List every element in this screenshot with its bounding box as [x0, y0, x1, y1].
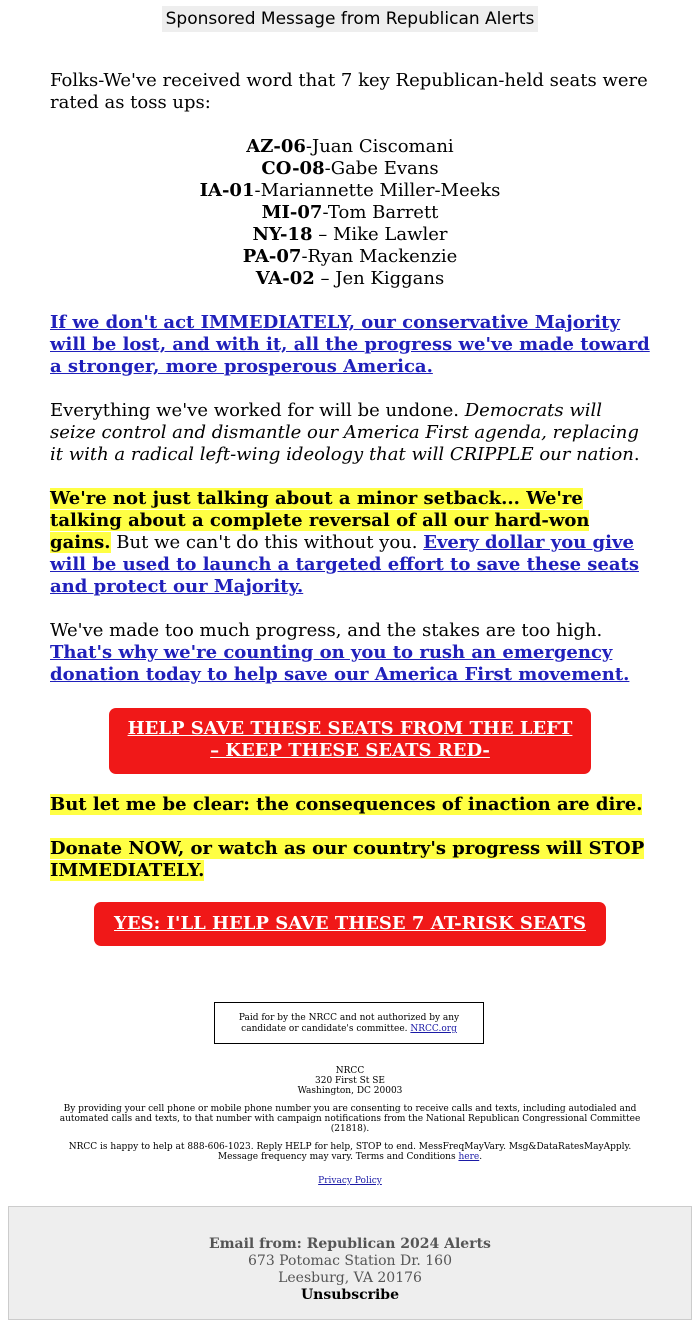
terms-here-link[interactable]: here	[458, 1152, 480, 1162]
consequences-paragraph: But let me be clear: the consequences of inaction are dire.	[50, 794, 643, 815]
legal-footer	[50, 1066, 650, 1194]
seat-item: VA-02 – Jen Kiggans	[255, 268, 445, 289]
privacy-policy-link[interactable]: Privacy Policy	[318, 1176, 382, 1186]
help-text: NRCC is happy to help at 888-606-1023. Reply HELP for help, STOP to end. MessFreqMayVary. Msg&DataRatesMayApply. Message frequency may vary. Terms and Conditions here.	[68, 1142, 632, 1162]
setback-paragraph: We're not just talking about a minor setback... We're talking about a complete reversal of all our hard-won gains. But we can't do this without you. Every dollar you give will be used to launch a targeted effort to save these seats and protect our Majority.	[50, 488, 639, 597]
sender-city: Leesburg, VA 20176	[278, 1270, 422, 1286]
unsubscribe-link[interactable]: Unsubscribe	[300, 1287, 400, 1303]
emergency-donation-link[interactable]: That's why we're counting on you to rush an emergency donation today to help save our America First movement.	[50, 642, 630, 685]
sender-street: 673 Potomac Station Dr. 160	[248, 1253, 452, 1269]
urgent-paragraph	[50, 312, 650, 378]
undone-paragraph: Everything we've worked for will be undone. Democrats will seize control and dismantle our America First agenda, replacing it with a radical left-wing ideology that will CRIPPLE our nation.	[50, 400, 640, 465]
button1-wrap	[50, 708, 650, 774]
seat-item: NY-18 – Mike Lawler	[252, 224, 448, 245]
banner-text: Sponsored Message from Republican Alerts	[162, 6, 539, 32]
sponsored-banner	[0, 6, 700, 32]
sender-footer	[8, 1206, 692, 1320]
seat-item: MI-07-Tom Barrett	[261, 202, 439, 223]
email-from: Email from: Republican 2024 Alerts	[209, 1236, 491, 1252]
seat-item: IA-01-Mariannette Miller-Meeks	[199, 180, 501, 201]
mailing-address: NRCC 320 First St SE Washington, DC 20003	[297, 1066, 403, 1096]
save-seats-button[interactable]: HELP SAVE THESE SEATS FROM THE LEFT – KEEP THESE SEATS RED-	[109, 708, 591, 774]
nrcc-link[interactable]: NRCC.org	[410, 1024, 457, 1034]
every-dollar-link[interactable]: Every dollar you give will be used to launch a targeted effort to save these seats and protect our Majority.	[50, 532, 639, 597]
seat-item: AZ-06-Juan Ciscomani	[246, 136, 454, 157]
act-immediately-link[interactable]: If we don't act IMMEDIATELY, our conservative Majority will be lost, and with it, all the progress we've made toward a stronger, more prosperous America.	[50, 312, 650, 377]
button2-wrap	[50, 902, 650, 946]
help-save-7-seats-button[interactable]: YES: I'LL HELP SAVE THESE 7 AT-RISK SEATS	[94, 902, 606, 946]
intro-paragraph: Folks-We've received word that 7 key Republican-held seats were rated as toss ups:	[50, 70, 648, 113]
progress-paragraph: We've made too much progress, and the stakes are too high. That's why we're counting on you to rush an emergency donation today to help save our America First movement.	[50, 620, 630, 685]
seat-item: PA-07-Ryan Mackenzie	[242, 246, 458, 267]
email-body	[50, 70, 650, 966]
consent-text: By providing your cell phone or mobile phone number you are consenting to receive calls and texts, including autodialed and automated calls and texts, to that number with campaign notifications from the National Republican Congressional Committee (21818).	[59, 1104, 641, 1134]
paid-for-disclaimer: Paid for by the NRCC and not authorized by any candidate or candidate's committee. NRCC.org	[214, 1002, 484, 1044]
seat-item: CO-08-Gabe Evans	[261, 158, 439, 179]
seat-list	[50, 136, 650, 290]
highlighted-text: We're not just talking about a minor setback... We're talking about a complete reversal of all our hard-won gains.	[50, 488, 590, 553]
donate-now-paragraph: Donate NOW, or watch as our country's progress will STOP IMMEDIATELY.	[50, 838, 645, 881]
